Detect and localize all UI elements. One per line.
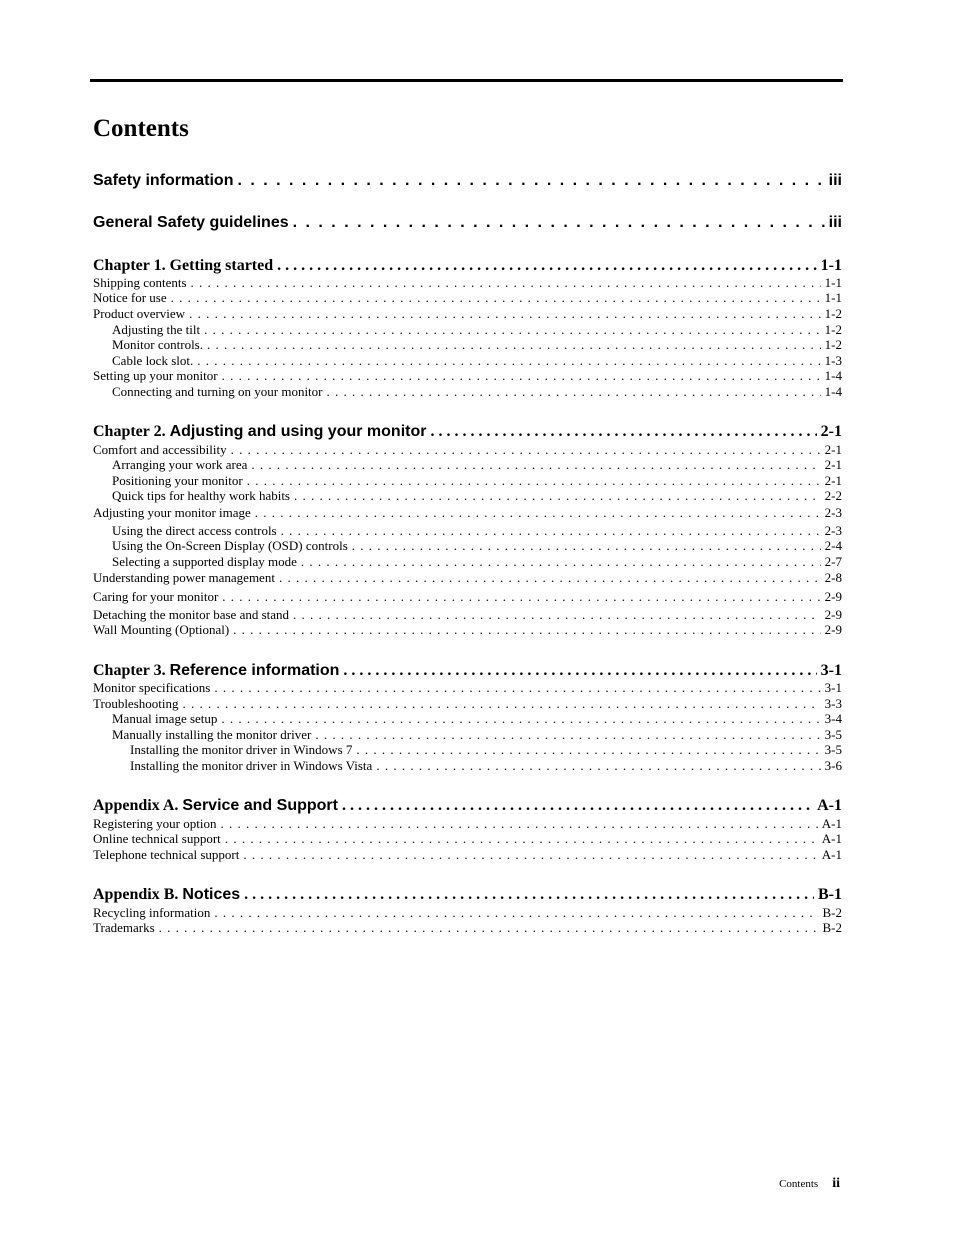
leader-dots	[293, 214, 825, 232]
toc-entry[interactable]	[93, 554, 842, 570]
toc-entry[interactable]	[93, 505, 842, 521]
leader-dots	[255, 505, 821, 521]
toc-label: Caring for your monitor	[93, 589, 219, 604]
leader-dots	[182, 696, 820, 712]
toc-chapter-1[interactable]	[93, 257, 842, 275]
toc-label: Installing the monitor driver in Windows Vista	[130, 758, 373, 773]
leader-dots	[243, 847, 817, 863]
toc-label: Recycling information	[93, 905, 211, 920]
toc-label: Product overview	[93, 306, 186, 321]
toc-section-general-safety-guidelines[interactable]	[93, 214, 842, 232]
toc-entry[interactable]	[93, 306, 842, 322]
toc-page: 2-1	[824, 473, 842, 488]
toc-entry[interactable]	[93, 816, 842, 832]
toc-entry[interactable]	[93, 607, 842, 623]
toc-page: 2-8	[824, 570, 842, 585]
toc-page: 2-1	[824, 457, 842, 472]
leader-dots	[281, 523, 821, 539]
leader-dots	[279, 570, 821, 586]
page-number: ii	[832, 1176, 840, 1191]
toc-label: Using the direct access controls	[112, 523, 277, 538]
toc-entry[interactable]	[93, 711, 842, 727]
toc-entry[interactable]	[93, 337, 842, 353]
toc-page: A-1	[821, 831, 842, 846]
leader-dots	[197, 353, 820, 369]
toc-page: 2-1	[820, 423, 842, 440]
leader-dots	[171, 290, 821, 306]
toc-entry[interactable]	[93, 290, 842, 306]
leader-dots	[189, 306, 821, 322]
toc-page: 1-3	[824, 353, 842, 368]
toc-entry[interactable]	[93, 589, 842, 605]
chapter-prefix: Chapter 1.	[93, 257, 166, 274]
toc-entry[interactable]	[93, 368, 842, 384]
toc-label: Setting up your monitor	[93, 368, 218, 383]
toc-page: 2-9	[824, 589, 842, 604]
toc-label: Cable lock slot.	[112, 353, 194, 368]
toc-entry[interactable]	[93, 847, 842, 863]
toc-entry[interactable]	[93, 742, 842, 758]
toc-page: 1-2	[824, 306, 842, 321]
toc-page: B-2	[822, 905, 842, 920]
toc-label: Telephone technical support	[93, 847, 240, 862]
toc-page: 3-5	[824, 727, 842, 742]
toc-label: Manual image setup	[112, 711, 218, 726]
toc-page: 2-3	[824, 523, 842, 538]
leader-dots	[294, 488, 821, 504]
leader-dots	[293, 607, 821, 623]
toc-page: 1-4	[824, 384, 842, 399]
toc-page: 1-4	[824, 368, 842, 383]
leader-dots	[233, 622, 820, 638]
toc-entry[interactable]	[93, 457, 842, 473]
toc-entry[interactable]	[93, 696, 842, 712]
toc-page: 1-2	[824, 322, 842, 337]
toc-entry[interactable]	[93, 570, 842, 586]
toc-entry[interactable]	[93, 727, 842, 743]
toc-page: 2-9	[824, 622, 842, 637]
leader-dots	[251, 457, 820, 473]
toc-label: General Safety guidelines	[93, 214, 289, 231]
toc-page: 3-6	[824, 758, 842, 773]
leader-dots	[237, 172, 824, 190]
toc-entry[interactable]	[93, 442, 842, 458]
toc-page: 1-1	[824, 275, 842, 290]
toc-page: 3-5	[824, 742, 842, 757]
toc-page: 1-1	[820, 257, 842, 274]
chapter-title: Notices	[182, 886, 241, 903]
toc-label: Manually installing the monitor driver	[112, 727, 312, 742]
toc-label: Trademarks	[93, 920, 155, 935]
toc-page: 2-3	[824, 505, 842, 520]
toc-chapter-3[interactable]	[93, 662, 842, 680]
toc-label: Monitor specifications	[93, 680, 211, 695]
toc-page: 2-7	[824, 554, 842, 569]
toc-page: B-2	[822, 920, 842, 935]
leader-dots	[376, 758, 820, 774]
toc-page: B-1	[818, 886, 842, 903]
toc-page: iii	[828, 214, 842, 231]
toc-label: Comfort and accessibility	[93, 442, 227, 457]
toc-entry[interactable]	[93, 622, 842, 638]
toc-page: 3-1	[820, 662, 842, 679]
toc-label: Detaching the monitor base and stand	[93, 607, 290, 622]
toc-entry[interactable]	[93, 758, 842, 774]
toc-label: Online technical support	[93, 831, 221, 846]
toc-entry[interactable]	[93, 322, 842, 338]
chapter-prefix: Chapter 2.	[93, 423, 166, 440]
toc-label: Monitor controls.	[112, 337, 203, 352]
toc-entry[interactable]	[93, 353, 842, 369]
chapter-prefix: Appendix A.	[93, 797, 179, 814]
toc-label: Positioning your monitor	[112, 473, 243, 488]
toc-page: 3-1	[824, 680, 842, 695]
toc-label: Arranging your work area	[112, 457, 248, 472]
toc-entry[interactable]	[93, 538, 842, 554]
leader-dots	[222, 368, 821, 384]
toc-label: Adjusting the tilt	[112, 322, 201, 337]
toc-page: 2-4	[824, 538, 842, 553]
toc-label: Understanding power management	[93, 570, 275, 585]
toc-entry[interactable]	[93, 275, 842, 291]
toc-entry[interactable]	[93, 488, 842, 504]
toc-entry[interactable]	[93, 680, 842, 696]
toc-entry[interactable]	[93, 905, 842, 921]
leader-dots	[222, 589, 820, 605]
page-footer	[779, 1176, 840, 1192]
footer-label: Contents	[779, 1178, 819, 1190]
leader-dots	[247, 473, 821, 489]
leader-dots	[244, 886, 814, 904]
toc-chapter-2[interactable]	[93, 423, 842, 441]
chapter-prefix: Chapter 3.	[93, 662, 166, 679]
toc-page: iii	[828, 172, 842, 189]
toc-entry[interactable]	[93, 523, 842, 539]
toc-appendix-b[interactable]	[93, 886, 842, 904]
leader-dots	[352, 538, 821, 554]
toc-entry[interactable]	[93, 384, 842, 400]
leader-dots	[301, 554, 821, 570]
toc-page: 1-2	[824, 337, 842, 352]
toc-page: 2-1	[824, 442, 842, 457]
leader-dots	[191, 275, 821, 291]
toc-page: A-1	[817, 797, 842, 814]
chapter-title: Reference information	[169, 662, 340, 679]
toc-appendix-a[interactable]	[93, 797, 842, 815]
chapter-title: Service and Support	[182, 797, 338, 814]
toc-page: A-1	[821, 816, 842, 831]
leader-dots	[214, 905, 818, 921]
leader-dots	[356, 742, 820, 758]
leader-dots	[221, 711, 820, 727]
leader-dots	[277, 257, 817, 275]
toc-page: 2-9	[824, 607, 842, 622]
page-title: Contents	[93, 115, 189, 142]
toc-page: 2-2	[824, 488, 842, 503]
leader-dots	[207, 337, 821, 353]
leader-dots	[430, 423, 816, 441]
toc-label: Connecting and turning on your monitor	[112, 384, 323, 399]
leader-dots	[204, 322, 821, 338]
toc-label: Adjusting your monitor image	[93, 505, 251, 520]
leader-dots	[342, 797, 813, 815]
header-rule	[90, 79, 843, 82]
chapter-prefix: Appendix B.	[93, 886, 179, 903]
toc-entry[interactable]	[93, 473, 842, 489]
leader-dots	[159, 920, 819, 936]
leader-dots	[327, 384, 821, 400]
toc-label: Troubleshooting	[93, 696, 179, 711]
leader-dots	[315, 727, 820, 743]
chapter-title: Adjusting and using your monitor	[169, 423, 427, 440]
toc-label: Wall Mounting (Optional)	[93, 622, 230, 637]
leader-dots	[225, 831, 818, 847]
toc-section-safety-information[interactable]	[93, 172, 842, 190]
toc-page: A-1	[821, 847, 842, 862]
toc-label: Safety information	[93, 172, 234, 189]
toc-label: Registering your option	[93, 816, 217, 831]
toc-page: 3-4	[824, 711, 842, 726]
toc-label: Installing the monitor driver in Windows 7	[130, 742, 353, 757]
toc-page: 3-3	[824, 696, 842, 711]
toc-label: Quick tips for healthy work habits	[112, 488, 290, 503]
toc-label: Selecting a supported display mode	[112, 554, 297, 569]
chapter-title: Getting started	[169, 257, 274, 274]
leader-dots	[214, 680, 820, 696]
leader-dots	[231, 442, 821, 458]
toc-label: Using the On-Screen Display (OSD) controls	[112, 538, 348, 553]
toc-page: 1-1	[824, 290, 842, 305]
toc-label: Shipping contents	[93, 275, 187, 290]
leader-dots	[343, 662, 816, 680]
toc-label: Notice for use	[93, 290, 167, 305]
toc-entry[interactable]	[93, 831, 842, 847]
toc-entry[interactable]	[93, 920, 842, 936]
leader-dots	[221, 816, 818, 832]
